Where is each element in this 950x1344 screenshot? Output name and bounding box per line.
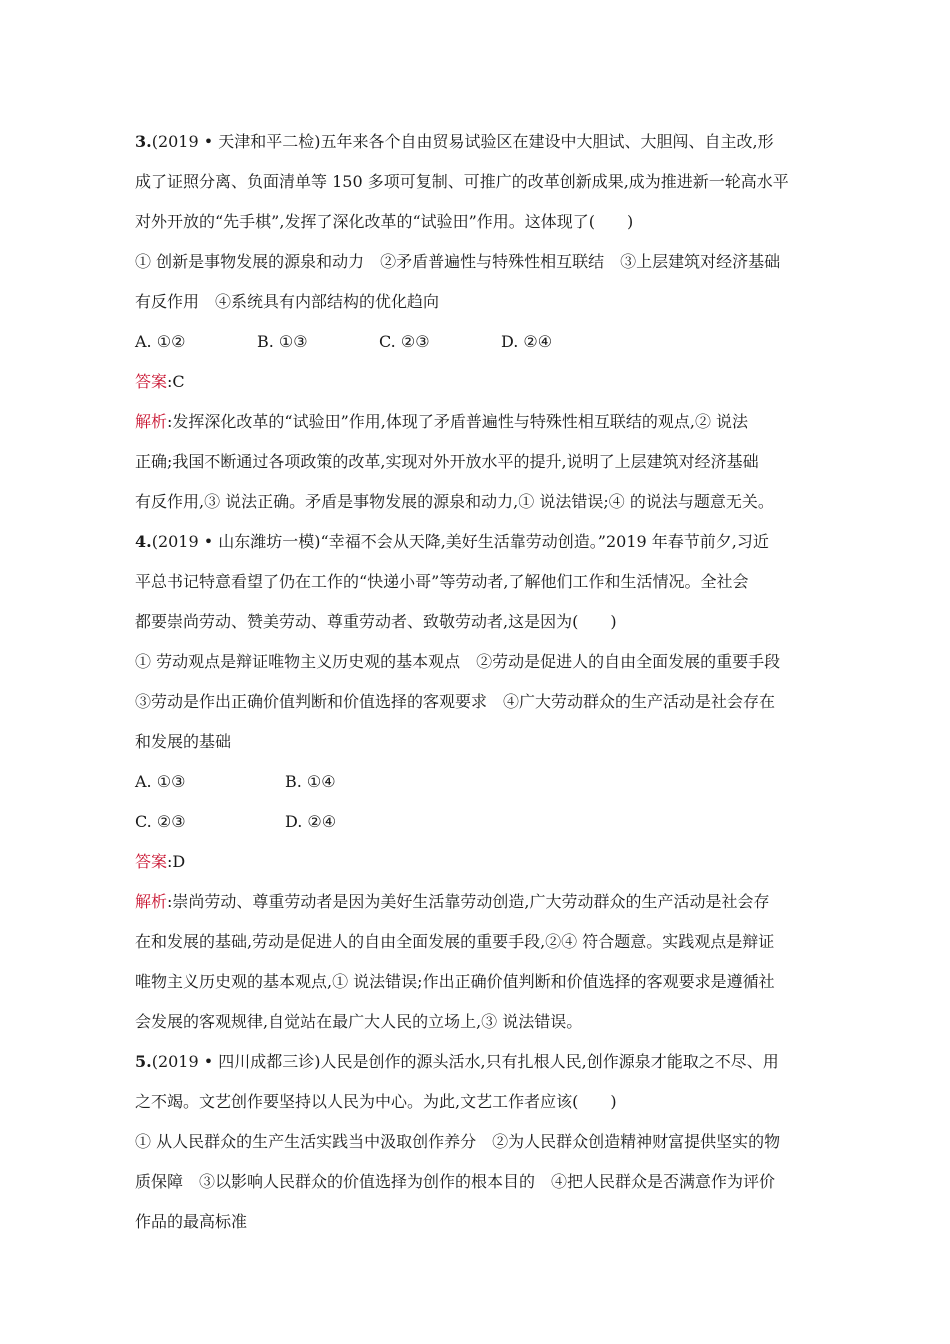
question-stem-line: 4.(2019 • 山东潍坊一模)“幸福不会从天降,美好生活靠劳动创造。”2019 年春节前夕,习近 <box>135 532 769 551</box>
statement-line: 作品的最高标准 <box>135 1212 248 1231</box>
options-row <box>135 322 811 362</box>
option-d: D. ②④ <box>501 332 553 351</box>
statement-line: ① 从人民群众的生产生活实践当中汲取创作养分 ②为人民群众创造精神财富提供坚实的物 <box>135 1132 781 1151</box>
question-stem-line: 平总书记特意看望了仍在工作的“快递小哥”等劳动者,了解他们工作和生活情况。全社会 <box>135 572 749 591</box>
answer-line <box>135 362 811 402</box>
analysis-label: 解析 <box>135 892 168 911</box>
analysis-line: 正确;我国不断通过各项政策的改革,实现对外开放水平的提升,说明了上层建筑对经济基础 <box>135 452 759 471</box>
statement-line: ③劳动是作出正确价值判断和价值选择的客观要求 ④广大劳动群众的生产活动是社会存在 <box>135 692 776 711</box>
option-c: C. ②③ <box>379 332 430 351</box>
question-stem-line: 都要崇尚劳动、赞美劳动、尊重劳动者、致敬劳动者,这是因为( ) <box>135 612 617 631</box>
option-b: B. ①③ <box>257 332 308 351</box>
question-stem-line: 成了证照分离、负面清单等 150 多项可复制、可推广的改革创新成果,成为推进新一轮高水平 <box>135 172 789 191</box>
statement-line: ① 创新是事物发展的源泉和动力 ②矛盾普遍性与特殊性相互联结 ③上层建筑对经济基础 <box>135 252 781 271</box>
answer-line <box>135 842 811 882</box>
option-c: C. ②③ <box>135 812 186 831</box>
analysis-label: 解析 <box>135 412 168 431</box>
analysis-line: 解析:发挥深化改革的“试验田”作用,体现了矛盾普遍性与特殊性相互联结的观点,② 说法 <box>135 412 749 431</box>
answer-value: :D <box>167 852 186 871</box>
question-number: 5. <box>135 1052 152 1071</box>
analysis-line: 有反作用,③ 说法正确。矛盾是事物发展的源泉和动力,① 说法错误;④ 的说法与题意无关。 <box>135 492 774 511</box>
question-4 <box>135 522 811 1042</box>
question-stem-line: 5.(2019 • 四川成都三诊)人民是创作的源头活水,只有扎根人民,创作源泉才能取之不尽、用 <box>135 1052 779 1071</box>
option-d: D. ②④ <box>285 812 337 831</box>
analysis-line: 解析:崇尚劳动、尊重劳动者是因为美好生活靠劳动创造,广大劳动群众的生产活动是社会存 <box>135 892 770 911</box>
question-stem-line: 3.(2019 • 天津和平二检)五年来各个自由贸易试验区在建设中大胆试、大胆闯、自主改,形 <box>135 132 774 151</box>
options-row <box>135 762 811 802</box>
question-number: 4. <box>135 532 152 551</box>
options-row <box>135 802 811 842</box>
analysis-line: 唯物主义历史观的基本观点,① 说法错误;作出正确价值判断和价值选择的客观要求是遵循社 <box>135 972 775 991</box>
analysis-line: 在和发展的基础,劳动是促进人的自由全面发展的重要手段,②④ 符合题意。实践观点是辩证 <box>135 932 775 951</box>
analysis-line: 会发展的客观规律,自觉站在最广大人民的立场上,③ 说法错误。 <box>135 1012 583 1031</box>
question-3 <box>135 122 811 522</box>
question-stem-line: 对外开放的“先手棋”,发挥了深化改革的“试验田”作用。这体现了( ) <box>135 212 634 231</box>
question-stem-line: 之不竭。文艺创作要坚持以人民为中心。为此,文艺工作者应该( ) <box>135 1092 617 1111</box>
statement-line: ① 劳动观点是辩证唯物主义历史观的基本观点 ②劳动是促进人的自由全面发展的重要手段 <box>135 652 781 671</box>
question-5 <box>135 1042 811 1242</box>
document-page <box>135 122 811 1242</box>
option-a: A. ①② <box>135 332 186 351</box>
answer-label: 答案 <box>135 852 168 871</box>
option-b: B. ①④ <box>285 772 336 791</box>
answer-label: 答案 <box>135 372 168 391</box>
statement-line: 和发展的基础 <box>135 732 232 751</box>
answer-value: :C <box>167 372 185 391</box>
statement-line: 质保障 ③以影响人民群众的价值选择为创作的根本目的 ④把人民群众是否满意作为评价 <box>135 1172 776 1191</box>
question-number: 3. <box>135 132 152 151</box>
option-a: A. ①③ <box>135 772 186 791</box>
statement-line: 有反作用 ④系统具有内部结构的优化趋向 <box>135 292 440 311</box>
